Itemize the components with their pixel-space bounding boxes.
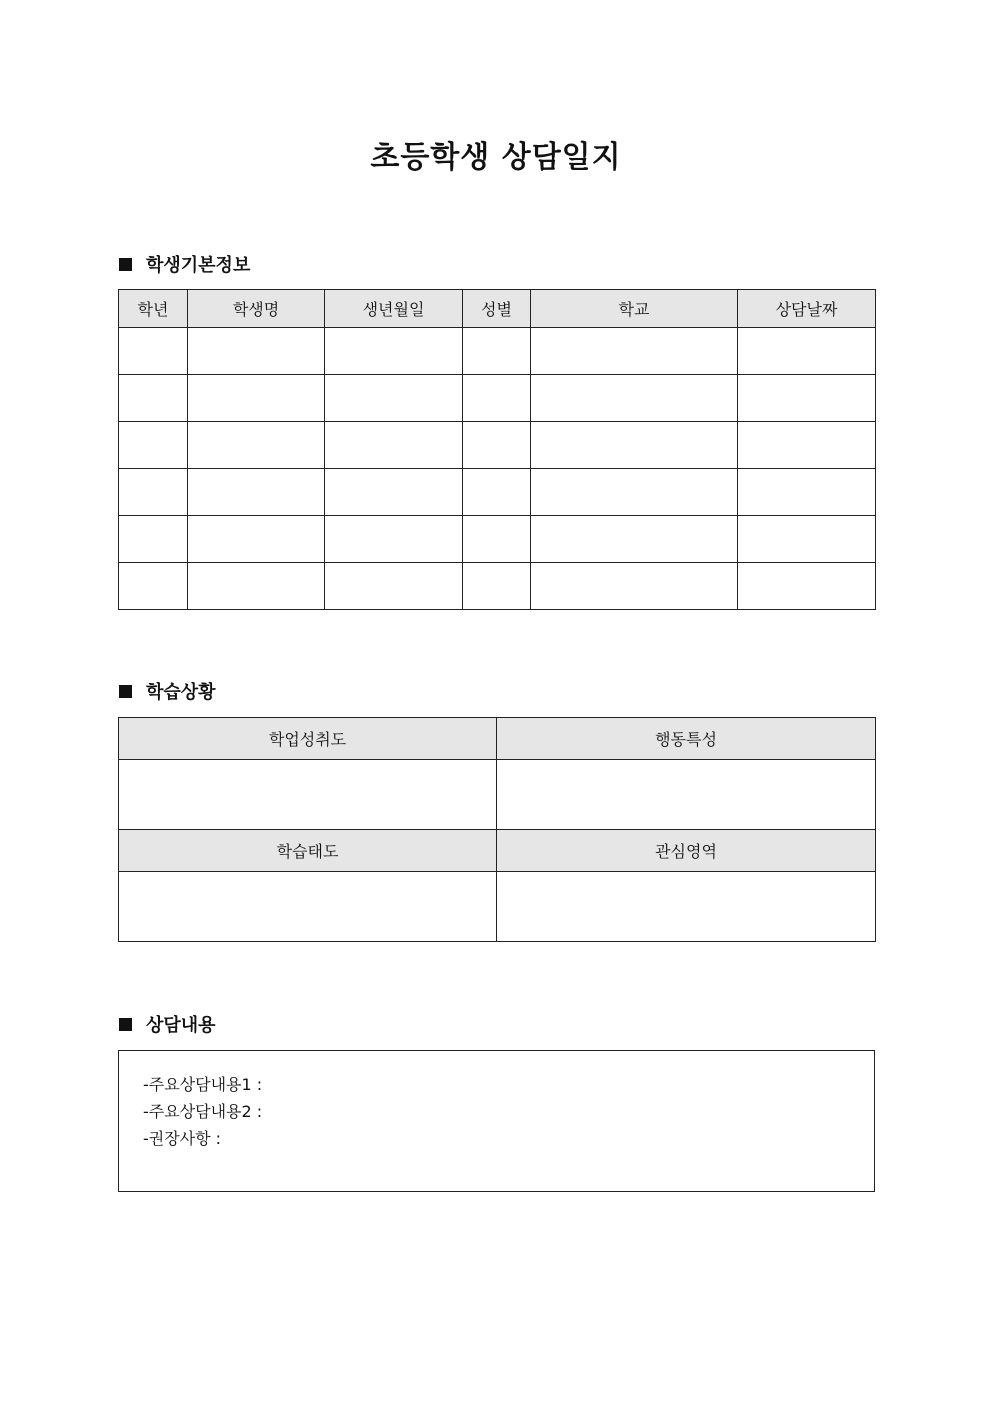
table-row (119, 516, 876, 563)
table-header-row (119, 290, 876, 328)
basic-info-table (118, 289, 876, 610)
table-row (119, 328, 876, 375)
square-bullet-icon (119, 1018, 132, 1031)
main-counsel-content-1: -주요상담내용1 : (143, 1075, 263, 1094)
main-counsel-content-2: -주요상담내용2 : (143, 1102, 263, 1121)
table-cell[interactable] (119, 563, 188, 610)
table-cell[interactable] (531, 422, 738, 469)
column-header-counsel-date: 상담날짜 (738, 290, 876, 328)
counsel-content-lines (143, 1071, 262, 1152)
column-header-student-name: 학생명 (188, 290, 325, 328)
table-row (119, 760, 876, 830)
table-cell[interactable] (463, 422, 531, 469)
table-row (119, 422, 876, 469)
table-cell[interactable] (738, 563, 876, 610)
table-cell[interactable] (188, 328, 325, 375)
table-cell[interactable] (325, 375, 463, 422)
table-cell[interactable] (325, 469, 463, 516)
section-heading-basic-info (119, 250, 250, 278)
table-cell[interactable] (119, 375, 188, 422)
table-cell[interactable] (325, 563, 463, 610)
section-heading-study-status (119, 677, 216, 705)
table-cell[interactable] (188, 516, 325, 563)
table-cell[interactable] (188, 422, 325, 469)
table-cell[interactable] (738, 516, 876, 563)
study-status-table (118, 717, 876, 942)
square-bullet-icon (119, 258, 132, 271)
table-cell[interactable] (188, 469, 325, 516)
table-row (119, 469, 876, 516)
counsel-content-box[interactable] (118, 1050, 875, 1192)
table-cell[interactable] (325, 422, 463, 469)
table-cell[interactable] (531, 516, 738, 563)
table-row (119, 563, 876, 610)
table-cell[interactable] (463, 563, 531, 610)
table-cell[interactable] (325, 516, 463, 563)
table-cell[interactable] (531, 563, 738, 610)
recommendations: -권장사항 : (143, 1129, 222, 1148)
label-learning-attitude: 학습태도 (119, 830, 497, 872)
table-cell[interactable] (119, 469, 188, 516)
table-row (119, 872, 876, 942)
table-cell[interactable] (188, 375, 325, 422)
table-header-row (119, 718, 876, 760)
table-cell[interactable] (531, 469, 738, 516)
areas-of-interest-field[interactable] (497, 872, 876, 942)
section-heading-label: 학생기본정보 (146, 255, 251, 276)
table-cell[interactable] (463, 375, 531, 422)
column-header-grade: 학년 (119, 290, 188, 328)
label-behavior-traits: 행동특성 (497, 718, 876, 760)
section-heading-counsel-content (119, 1010, 216, 1038)
table-row (119, 375, 876, 422)
table-cell[interactable] (325, 328, 463, 375)
column-header-school: 학교 (531, 290, 738, 328)
learning-attitude-field[interactable] (119, 872, 497, 942)
section-heading-label: 학습상황 (146, 682, 216, 703)
table-header-row (119, 830, 876, 872)
square-bullet-icon (119, 685, 132, 698)
table-cell[interactable] (463, 328, 531, 375)
label-academic-achievement: 학업성취도 (119, 718, 497, 760)
table-cell[interactable] (119, 516, 188, 563)
table-cell[interactable] (531, 328, 738, 375)
table-cell[interactable] (119, 422, 188, 469)
label-areas-of-interest: 관심영역 (497, 830, 876, 872)
column-header-gender: 성별 (463, 290, 531, 328)
table-cell[interactable] (738, 328, 876, 375)
column-header-birthdate: 생년월일 (325, 290, 463, 328)
section-heading-label: 상담내용 (146, 1015, 216, 1036)
table-cell[interactable] (738, 375, 876, 422)
table-cell[interactable] (188, 563, 325, 610)
table-cell[interactable] (463, 469, 531, 516)
table-cell[interactable] (738, 422, 876, 469)
table-cell[interactable] (531, 375, 738, 422)
table-cell[interactable] (738, 469, 876, 516)
table-cell[interactable] (119, 328, 188, 375)
academic-achievement-field[interactable] (119, 760, 497, 830)
page-title: 초등학생 상담일지 (370, 140, 622, 175)
behavior-traits-field[interactable] (497, 760, 876, 830)
table-cell[interactable] (463, 516, 531, 563)
